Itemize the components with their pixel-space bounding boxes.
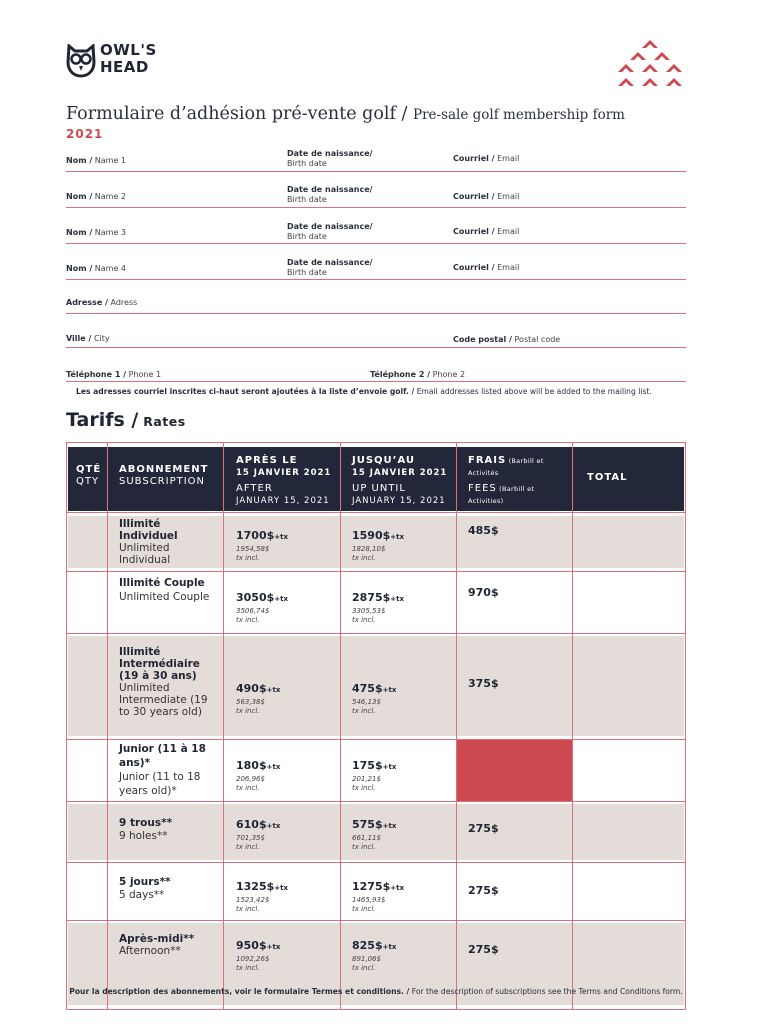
- mailing-list-notice: Les adresses courriel inscrites ci-haut seront ajoutées à la liste d’envoie golf. / Email addresses listed above will be added to the mailing list.: [76, 387, 652, 396]
- price-after: 180$+tx 206,96$ tx incl.: [236, 759, 281, 792]
- address-label: Adresse / Adress: [66, 298, 138, 307]
- price-after: 490$+tx 563,38$ tx incl.: [236, 682, 281, 715]
- member-row-2[interactable]: [66, 184, 686, 208]
- price-until: 2875$+tx 3305,53$ tx incl.: [352, 591, 405, 624]
- name-label-4: Nom / Name 4: [66, 264, 127, 273]
- owl-icon: [66, 44, 96, 78]
- city-label: Ville / City: [66, 334, 110, 343]
- footnote: Pour la description des abonnements, voir le formulaire Termes et conditions. / For the description of subscriptions see the Terms and Conditions form.: [69, 987, 683, 996]
- price-after: 1325$+tx 1523,42$ tx incl.: [236, 880, 289, 913]
- member-row-3[interactable]: [66, 220, 686, 244]
- phone-2-label: Téléphone 2 / Phone 2: [370, 370, 466, 379]
- fee-value: 275$: [468, 943, 499, 956]
- fee-value: 275$: [468, 884, 499, 897]
- row-sep-4: [66, 801, 686, 802]
- email-label-2: Courriel / Email: [453, 192, 520, 201]
- col-sep-after: [340, 443, 341, 1009]
- city-postal-field[interactable]: [66, 326, 686, 348]
- name-label-1: Nom / Name 1: [66, 156, 127, 165]
- fee-value: 275$: [468, 822, 499, 835]
- price-until: 175$+tx 201,21$ tx incl.: [352, 759, 397, 792]
- subscription-name: Après-midi** Afternoon**: [119, 933, 195, 957]
- subscription-name: Illimité Individuel Unlimited Individual: [119, 518, 178, 566]
- member-row-1[interactable]: [66, 148, 686, 172]
- price-after: 1700$+tx 1954,58$ tx incl.: [236, 529, 289, 562]
- member-row-4[interactable]: [66, 256, 686, 280]
- price-until: 1590$+tx 1828,10$ tx incl.: [352, 529, 405, 562]
- header-fees: FRAIS (Barbill et Activités FEES (Barbill et Activities): [468, 455, 544, 505]
- birth-date-label-2: Date de naissance/ Birth date: [287, 185, 373, 204]
- fee-value: 970$: [468, 586, 499, 599]
- total-input[interactable]: [574, 516, 684, 568]
- row-sep-6: [66, 920, 686, 921]
- table-border-top: [66, 442, 686, 443]
- birth-date-label-4: Date de naissance/ Birth date: [287, 258, 373, 277]
- birth-date-label-1: Date de naissance/ Birth date: [287, 149, 373, 168]
- price-after: 610$+tx 701,35$ tx incl.: [236, 818, 281, 851]
- col-sep-fees: [572, 443, 573, 1009]
- address-field[interactable]: [66, 292, 686, 314]
- price-until: 575$+tx 661,11$ tx incl.: [352, 818, 397, 851]
- row-sep-3: [66, 739, 686, 740]
- birth-date-label-3: Date de naissance/ Birth date: [287, 222, 373, 241]
- price-after: 950$+tx 1092,26$ tx incl.: [236, 939, 281, 972]
- logo-text: OWL'S HEAD: [100, 41, 157, 76]
- email-label-3: Courriel / Email: [453, 227, 520, 236]
- email-label-4: Courriel / Email: [453, 263, 520, 272]
- row-sep-1: [66, 571, 686, 572]
- fee-value: 375$: [468, 677, 499, 690]
- price-after: 3050$+tx 3506,74$ tx incl.: [236, 591, 289, 624]
- col-sep-until: [456, 443, 457, 1009]
- table-border-right: [685, 442, 686, 1010]
- junior-fees-cell: [457, 740, 572, 801]
- price-until: 475$+tx 546,13$ tx incl.: [352, 682, 397, 715]
- col-sep-qty: [107, 443, 108, 1009]
- name-label-3: Nom / Name 3: [66, 228, 127, 237]
- col-sep-subscription: [223, 443, 224, 1009]
- price-until: 825$+tx 891,06$ tx incl.: [352, 939, 397, 972]
- postal-code-label: Code postal / Postal code: [453, 335, 561, 344]
- row-sep-5: [66, 862, 686, 863]
- qty-input[interactable]: [68, 516, 106, 568]
- subscription-name: Junior (11 à 18 ans)* Junior (11 to 18 years old)*: [119, 743, 206, 797]
- table-border-left: [66, 442, 67, 1010]
- header-after-date: APRÈS LE 15 JANVIER 2021 AFTER JANUARY 15, 2021: [236, 455, 332, 506]
- owls-head-logo: [66, 42, 176, 86]
- header-until-date: JUSQU’AU 15 JANVIER 2021 UP UNTIL JANUARY 15, 2021: [352, 455, 448, 506]
- row-sep-0: [66, 512, 686, 513]
- page-title: Formulaire d’adhésion pré-vente golf / Pre-sale golf membership form: [66, 104, 625, 124]
- fee-value: 485$: [468, 524, 499, 537]
- table-border-bottom: [66, 1009, 686, 1010]
- phone-1-label: Téléphone 1 / Phone 1: [66, 370, 162, 379]
- row-sep-2: [66, 633, 686, 634]
- name-label-2: Nom / Name 2: [66, 192, 127, 201]
- email-label-1: Courriel / Email: [453, 154, 520, 163]
- subscription-name: 9 trous** 9 holes**: [119, 817, 173, 842]
- price-until: 1275$+tx 1465,93$ tx incl.: [352, 880, 405, 913]
- subscription-name: Illimité Intermédiaire (19 à 30 ans) Unlimited Intermediate (19 to 30 years old): [119, 646, 208, 718]
- form-year: 2021: [66, 127, 104, 141]
- rates-title: Tarifs / Rates: [66, 409, 186, 431]
- header-qty: QTÉ QTY: [76, 464, 102, 487]
- subscription-name: 5 jours** 5 days**: [119, 876, 171, 901]
- arrows-decoration-icon: [612, 38, 690, 90]
- header-subscription: ABONNEMENT SUBSCRIPTION: [119, 464, 209, 487]
- header-total: TOTAL: [587, 472, 628, 483]
- subscription-name: Illimité Couple Unlimited Couple: [119, 577, 210, 603]
